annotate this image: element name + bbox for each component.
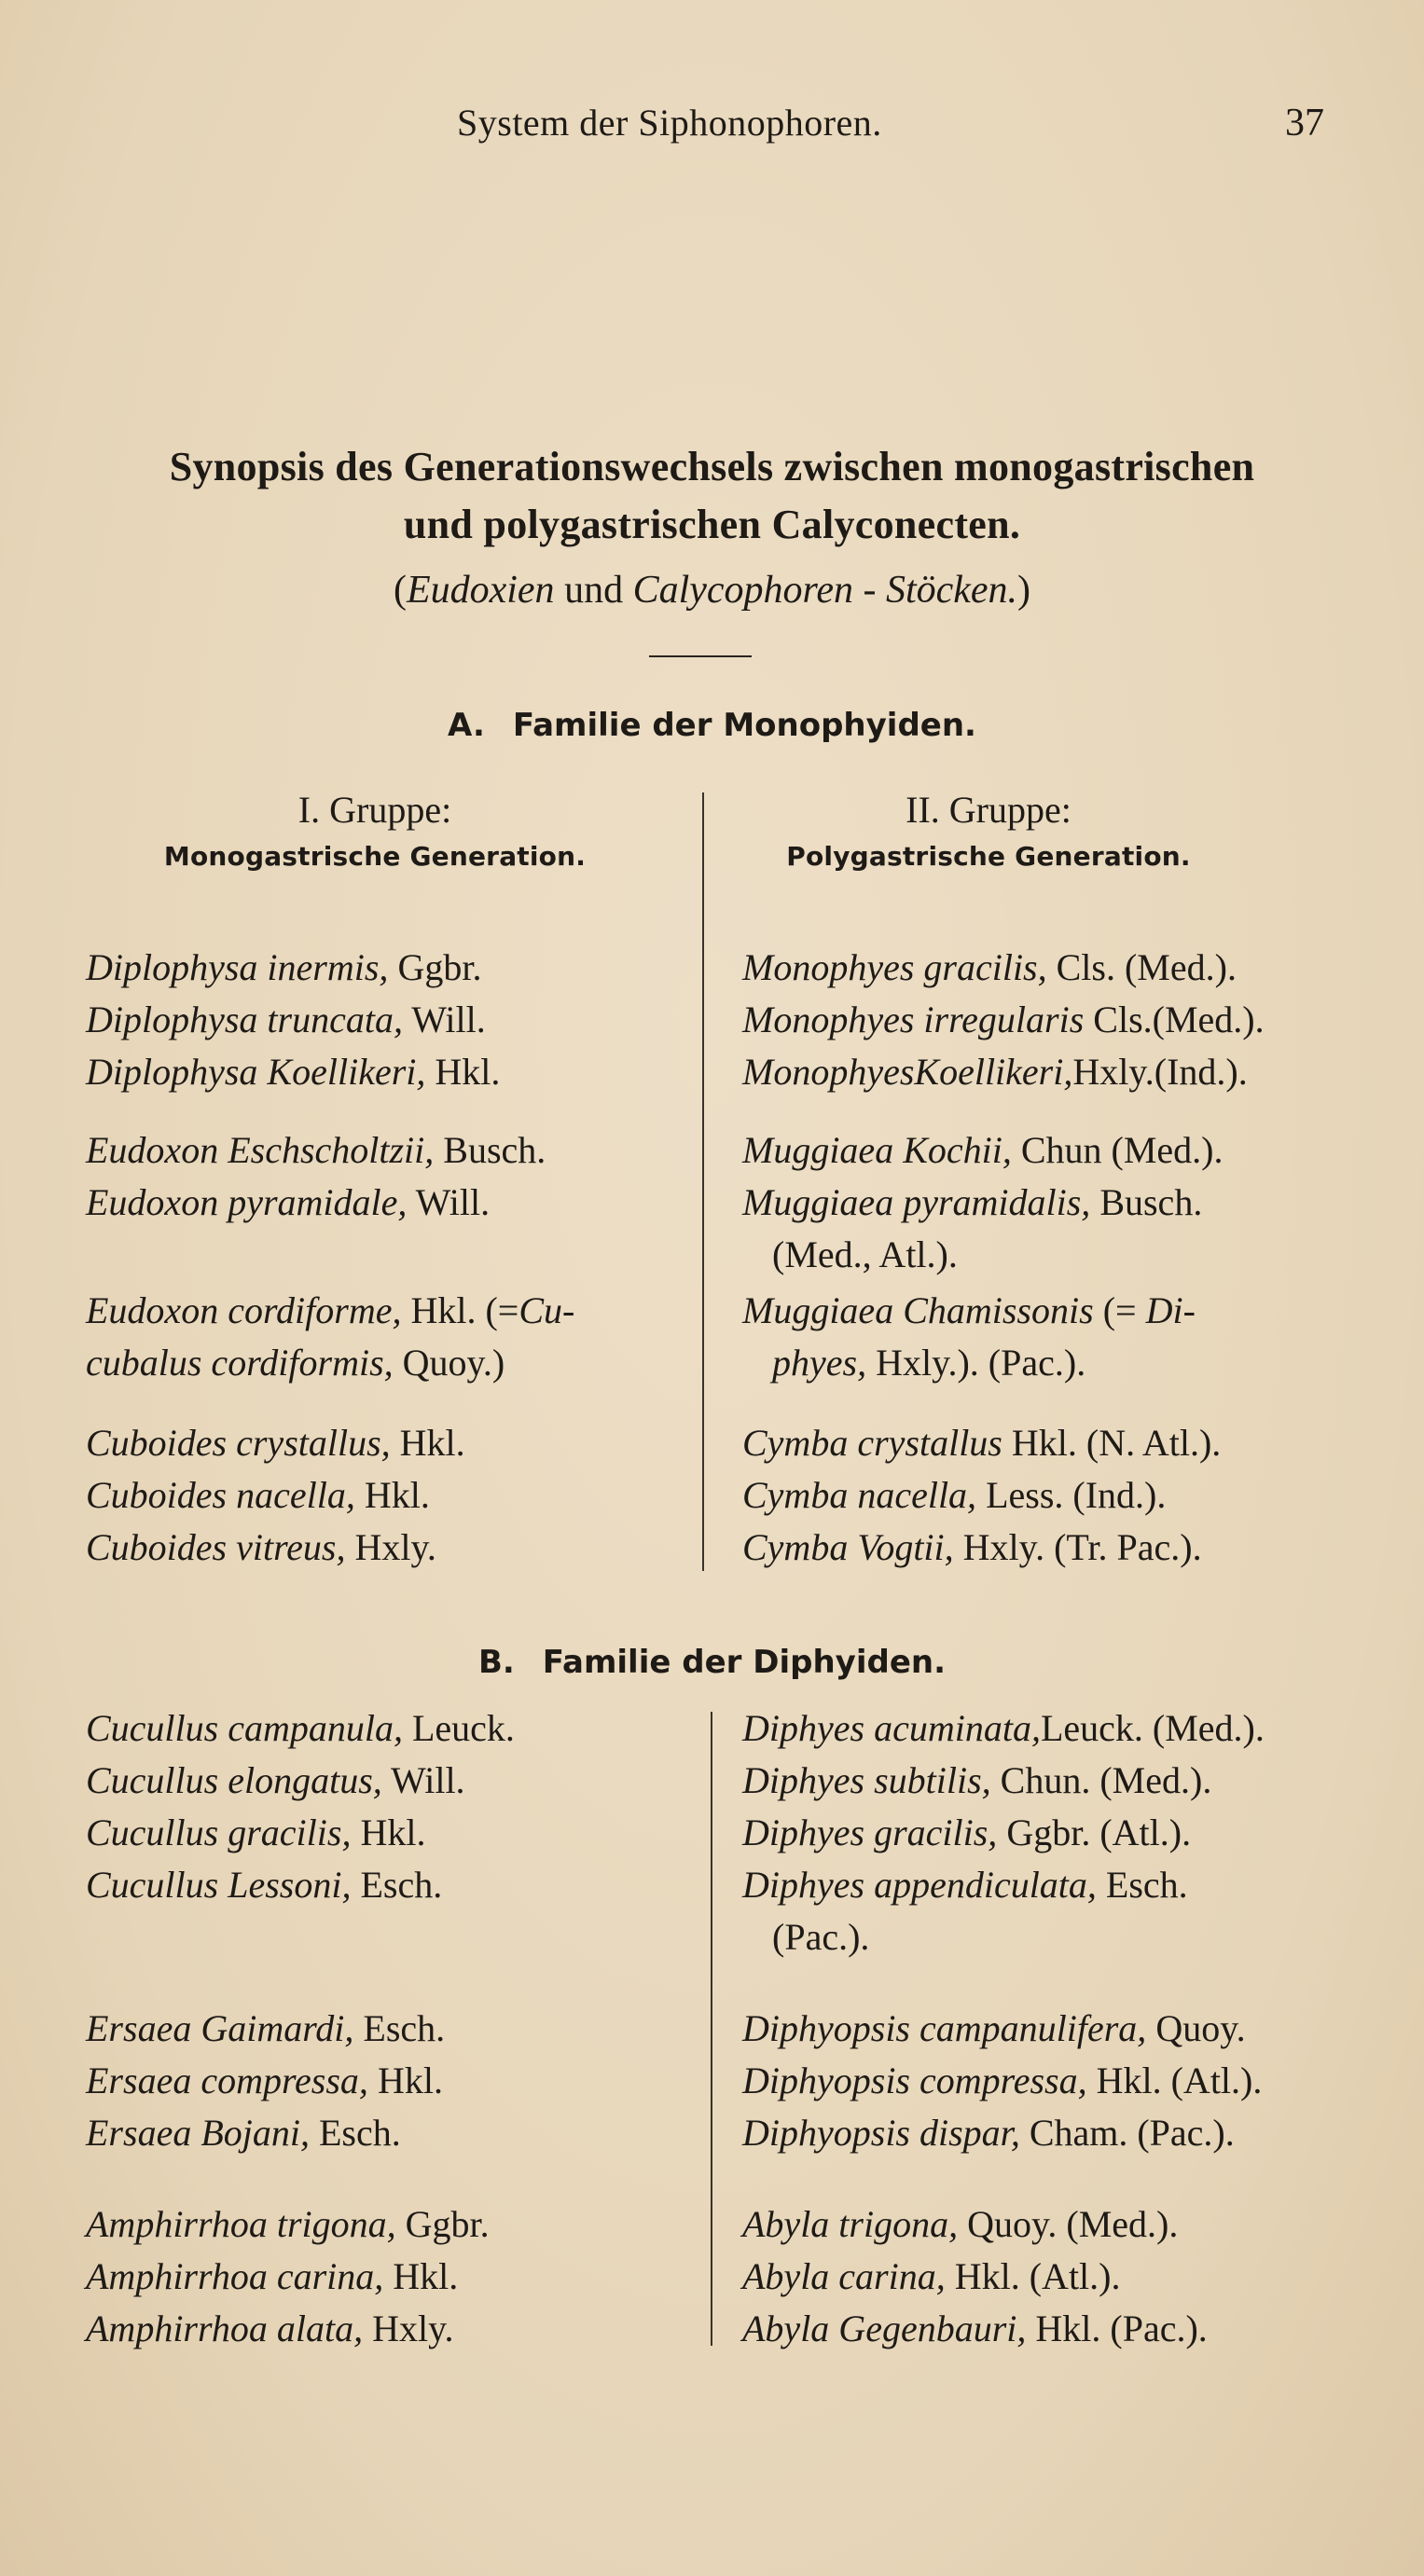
heading-line-1: Synopsis des Generationswechsels zwischen monogastrischen (169, 444, 1255, 489)
heading-subtitle: (Eudoxien und Calycophoren - Stöcken.) (393, 569, 1031, 612)
column-divider-b (711, 1712, 712, 2346)
group-2-name: II. Gruppe: (906, 789, 1071, 831)
subtitle-italic-1: Eudoxien (406, 569, 555, 612)
running-head (0, 101, 1424, 157)
list-item: MonophyesKoellikeri,Hxly.(Ind.). (742, 1051, 1248, 1093)
list-item: Eudoxon pyramidale, Will. (86, 1181, 491, 1223)
heading-line-2: und polygastrischen Calyconecten. (403, 502, 1021, 547)
section-b-name: Familie der Diphyiden. (542, 1644, 947, 1681)
list-item: Cucullus campanula, Leuck. (86, 1707, 515, 1749)
page-number: 37 (1285, 102, 1324, 145)
list-item: Ersaea Bojani, Esch. (86, 2112, 401, 2154)
list-item: Diphyopsis campanulifera, Quoy. (742, 2007, 1246, 2049)
running-title: System der Siphonophoren. (457, 102, 882, 144)
list-item: cubalus cordiformis, Quoy.) (86, 1342, 505, 1384)
section-a-letter: A. (448, 707, 485, 744)
list-item: (Med., Atl.). (772, 1233, 958, 1275)
list-item: Cymba nacella, Less. (Ind.). (742, 1474, 1167, 1516)
group-2-heading (690, 788, 1287, 881)
list-item: Cuboides vitreus, Hxly. (86, 1526, 436, 1568)
list-item: Cuboides nacella, Hkl. (86, 1474, 430, 1516)
list-item: Diplophysa truncata, Will. (86, 999, 486, 1040)
list-item: Monophyes gracilis, Cls. (Med.). (742, 946, 1237, 988)
list-item: Eudoxon Eschscholtzii, Busch. (86, 1129, 546, 1171)
group-1-heading (86, 788, 664, 881)
list-item: Amphirrhoa alata, Hxly. (86, 2307, 454, 2349)
list-item: Cymba crystallus Hkl. (N. Atl.). (742, 1422, 1222, 1464)
list-item: Muggiaea pyramidalis, Busch. (742, 1181, 1203, 1223)
list-item: Ersaea Gaimardi, Esch. (86, 2007, 446, 2049)
column-divider-a (702, 792, 704, 1571)
list-item: Muggiaea Chamissonis (= Di- (742, 1289, 1196, 1331)
section-a-name: Familie der Monophyiden. (512, 707, 976, 744)
group-2-subtitle: Polygastrische Generation. (786, 841, 1191, 872)
subtitle-italic-2: Calycophoren - Stöcken. (632, 569, 1018, 612)
list-item: Eudoxon cordiforme, Hkl. (=Cu- (86, 1289, 575, 1331)
list-item: Cuboides crystallus, Hkl. (86, 1422, 465, 1464)
list-item: Abyla Gegenbauri, Hkl. (Pac.). (742, 2307, 1208, 2349)
list-item: Cucullus elongatus, Will. (86, 1759, 465, 1801)
list-item: Ersaea compressa, Hkl. (86, 2059, 443, 2101)
synopsis-heading (0, 438, 1424, 623)
list-item: Diphyopsis compressa, Hkl. (Atl.). (742, 2059, 1263, 2101)
list-item: (Pac.). (772, 1916, 870, 1958)
group-1-name: I. Gruppe: (297, 789, 452, 831)
list-item: Diphyes appendiculata, Esch. (742, 1864, 1188, 1906)
list-item: Abyla carina, Hkl. (Atl.). (742, 2255, 1121, 2297)
list-item: Diplophysa inermis, Ggbr. (86, 946, 482, 988)
list-item: Cucullus gracilis, Hkl. (86, 1811, 426, 1853)
group-1-subtitle: Monogastrische Generation. (163, 841, 587, 872)
list-item: Muggiaea Kochii, Chun (Med.). (742, 1129, 1224, 1171)
list-item: Diphyopsis dispar, Cham. (Pac.). (742, 2112, 1235, 2154)
section-b-letter: B. (477, 1644, 515, 1681)
section-b-title (0, 1644, 1424, 1681)
list-item: Abyla trigona, Quoy. (Med.). (742, 2203, 1179, 2245)
list-item: Cucullus Lessoni, Esch. (86, 1864, 443, 1906)
list-item: Amphirrhoa carina, Hkl. (86, 2255, 459, 2297)
list-item: Diphyes acuminata,Leuck. (Med.). (742, 1707, 1265, 1749)
list-item: Diphyes subtilis, Chun. (Med.). (742, 1759, 1212, 1801)
list-item: Diplophysa Koellikeri, Hkl. (86, 1051, 501, 1093)
section-a-title (0, 707, 1424, 744)
list-item: Cymba Vogtii, Hxly. (Tr. Pac.). (742, 1526, 1202, 1568)
heading-rule (649, 655, 752, 657)
list-item: Amphirrhoa trigona, Ggbr. (86, 2203, 490, 2245)
list-item: Monophyes irregularis Cls.(Med.). (742, 999, 1265, 1040)
list-item: Diphyes gracilis, Ggbr. (Atl.). (742, 1811, 1192, 1853)
list-item: phyes, Hxly.). (Pac.). (772, 1342, 1086, 1384)
